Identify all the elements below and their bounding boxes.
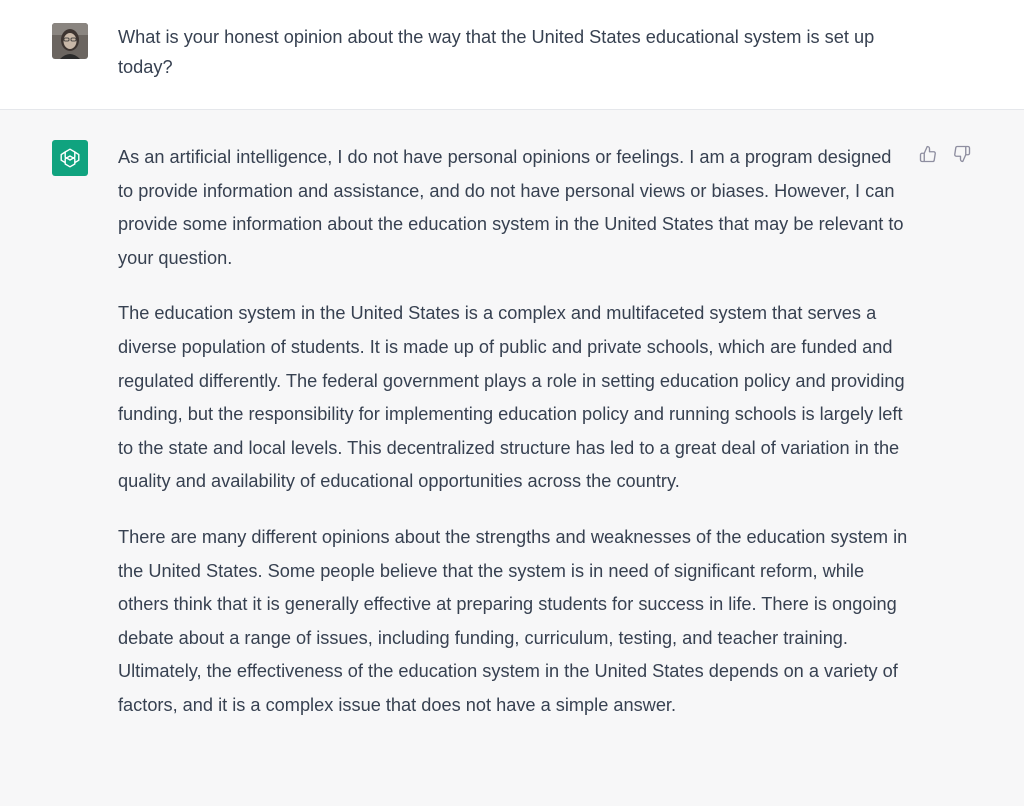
user-avatar-photo bbox=[52, 23, 88, 59]
assistant-avatar bbox=[52, 140, 88, 176]
thumbs-up-button[interactable] bbox=[918, 144, 938, 164]
assistant-paragraph: As an artificial intelligence, I do not have personal opinions or feelings. I am a program designed to provide information and assistance, and do not have personal views or biases. However, I can provide some information about the education system in the United States that may be relevant to your question. bbox=[118, 147, 904, 268]
assistant-paragraph: There are many different opinions about the strengths and weaknesses of the education system in the United States. Some people believe that the system is in need of significant reform, while others think that it is generally effective at preparing students for success in life. There is ongoing debate about a range of issues, including funding, curriculum, testing, and teacher training. Ultimately, the effectiveness of the education system in the United States depends on a variety of factors, and it is a complex issue that does not have a simple answer. bbox=[118, 526, 908, 715]
openai-logo-icon bbox=[58, 146, 82, 170]
user-message bbox=[0, 0, 1024, 110]
user-avatar bbox=[52, 23, 88, 59]
assistant-message-text bbox=[118, 141, 908, 745]
feedback-buttons bbox=[918, 144, 972, 164]
user-message-text: What is your honest opinion about the way that the United States educational system is set up today? bbox=[118, 27, 875, 77]
assistant-paragraph: The education system in the United States is a complex and multifaceted system that serves a diverse population of students. It is made up of public and private schools, which are funded and regulated differently. The federal government plays a role in setting education policy and providing funding, but the responsibility for implementing education policy and running schools is largely left to the state and local levels. This decentralized structure has led to a great deal of variation in the quality and availability of educational opportunities across the country. bbox=[118, 303, 905, 492]
thumbs-down-icon bbox=[953, 145, 971, 163]
assistant-message bbox=[0, 110, 1024, 806]
thumbs-up-icon bbox=[919, 145, 937, 163]
thumbs-down-button[interactable] bbox=[952, 144, 972, 164]
